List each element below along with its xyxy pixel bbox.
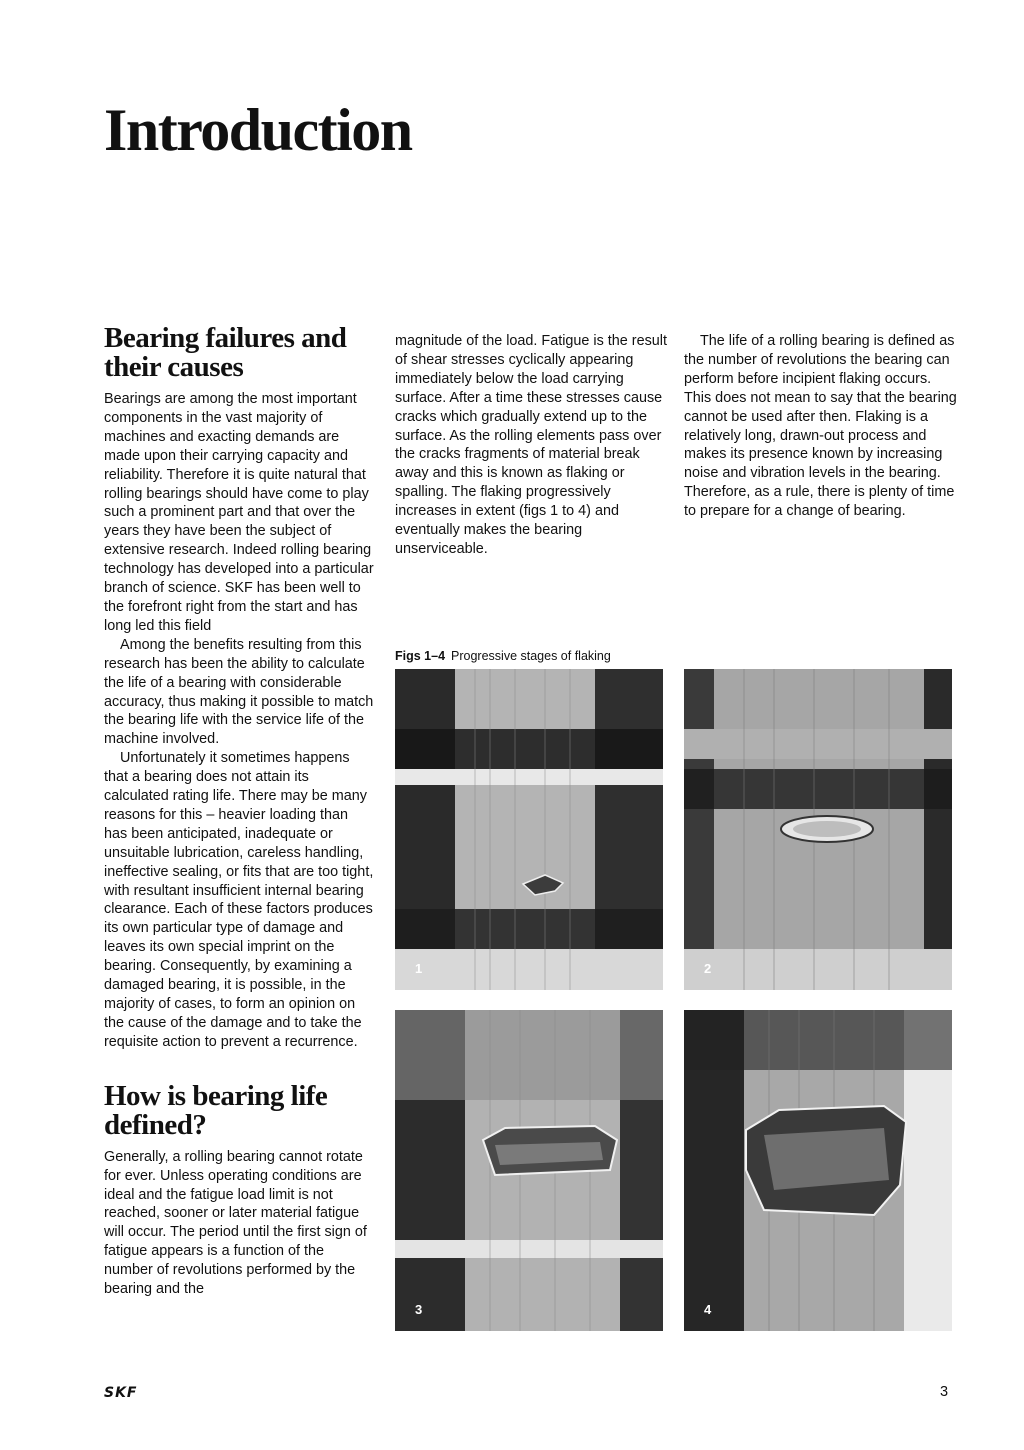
figure-number: 4 <box>704 1302 712 1317</box>
column-2 <box>395 332 670 559</box>
paragraph: Among the benefits resulting from this research has been the ability to calculate the life of a bearing with considerable accuracy, thus making it possible to match the bearing life with the service life of the machine involved. <box>104 636 374 748</box>
paragraph: Bearings are among the most important components in the vast majority of machines and exacting demands are made upon their carrying capacity and reliability. Therefore it is quite natural that rolling bearings should have come to play such a prominent part and that over the years they have been the subject of extensive research. Indeed rolling bearing technology has developed into a particular branch of science. SKF has been well to the forefront right from the start and has long led this field <box>104 391 374 634</box>
figure-photo <box>684 669 952 990</box>
flaking-photo-4 <box>684 1010 952 1331</box>
flaking-photo-2 <box>684 669 952 990</box>
flaking-photo-1 <box>395 669 663 990</box>
page-number: 3 <box>940 1384 949 1400</box>
figure-number: 1 <box>415 961 423 976</box>
section-heading-failures: Bearing failures and their causes <box>104 322 347 383</box>
figure-photo <box>395 669 663 990</box>
figure-number: 3 <box>415 1302 423 1317</box>
paragraph: Unfortunately it sometimes happens that a bearing does not attain its calculated rating life. There may be many reasons for this – heavier loading than has been anticipated, inadequate or unsuitable lubrication, careless handling, ineffective sealing, or fits that are too tight, with resultant insufficient internal bearing clearance. Each of these factors produces its own particular type of damage and leaves its own special imprint on the bearing. Consequently, by examining a damaged bearing, it is possible, in the majority of cases, to form an opinion on the cause of the damage and to take the requisite action to prevent a recurrence. <box>104 750 374 1050</box>
figure-photo <box>395 1010 663 1331</box>
figure-caption <box>395 648 611 664</box>
flaking-photo-3 <box>395 1010 663 1331</box>
paragraph: The life of a rolling bearing is defined as the number of revolutions the bearing can perform before incipient flaking occurs. This does not mean to say that the bearing cannot be used after then. Flaking is a relatively long, drawn-out process and makes its presence known by increasing noise and vibration levels in the bearing. Therefore, as a rule, there is plenty of time to prepare for a change of bearing. <box>684 333 957 520</box>
figure-caption-label: Figs 1–4 <box>395 649 446 663</box>
page-title: Introduction <box>104 97 412 163</box>
figure-number: 2 <box>704 961 712 976</box>
figure-photo <box>684 1010 952 1331</box>
column-1 <box>104 324 374 1299</box>
paragraph: Generally, a rolling bearing cannot rotate for ever. Unless operating conditions are ideal and the fatigue load limit is not reached, sooner or later material fatigue will occur. The period until the first sign of fatigue appears is a function of the number of revolutions performed by the bearing and the <box>104 1148 367 1298</box>
figure-caption-text: Progressive stages of flaking <box>451 649 611 663</box>
paragraph: magnitude of the load. Fatigue is the result of shear stresses cyclically appearing immediately below the load carrying surface. After a time these stresses cause cracks which gradually extend up to the surface. As the rolling elements pass over the cracks fragments of material break away and this is known as flaking or spalling. The flaking progressively increases in extent (figs 1 to 4) and eventually makes the bearing unserviceable. <box>395 333 667 557</box>
column-3 <box>684 332 959 521</box>
skf-logo: SKF <box>104 1385 138 1401</box>
section-heading-life: How is bearing life defined? <box>104 1079 328 1141</box>
